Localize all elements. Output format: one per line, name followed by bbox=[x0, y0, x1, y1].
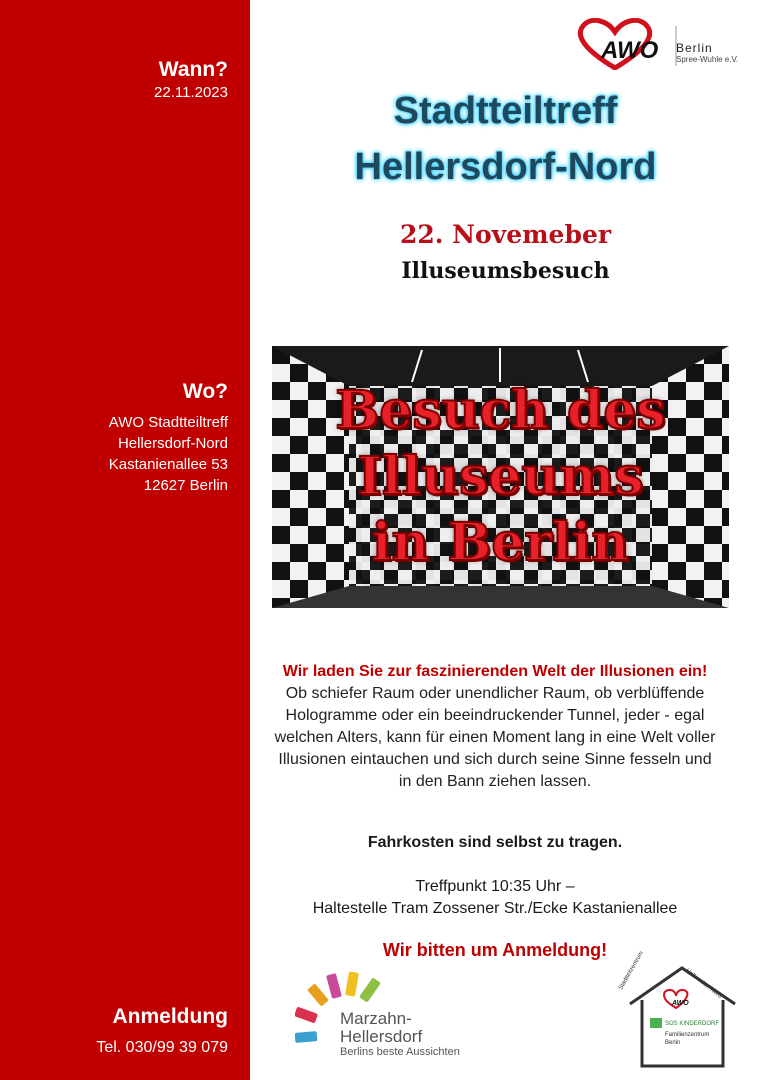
when-date: 22.11.2023 bbox=[154, 84, 228, 101]
where-section bbox=[109, 380, 228, 496]
description-lead: Wir laden Sie zur faszinierenden Welt der Illusionen ein! bbox=[282, 663, 708, 680]
house-awo-text: AWO bbox=[672, 1000, 689, 1007]
mh-slogan: Berlins beste Aussichten bbox=[340, 1046, 460, 1058]
awo-sub: Spree-Wuhle e.V. bbox=[676, 55, 739, 64]
meeting-place: Haltestelle Tram Zossener Str./Ecke Kastanienallee bbox=[312, 900, 678, 917]
costs-note: Fahrkosten sind selbst zu tragen. bbox=[367, 834, 623, 851]
description bbox=[270, 661, 720, 793]
illuseum-photo bbox=[272, 346, 729, 608]
overlay-line: Besuch des bbox=[335, 380, 666, 441]
when-section bbox=[154, 58, 228, 103]
page-title-line2: Hellersdorf-Nord bbox=[354, 146, 657, 188]
register-section bbox=[96, 1005, 228, 1058]
address-line: Kastanienallee 53 bbox=[108, 456, 228, 473]
house-line2: Berlin bbox=[665, 1040, 681, 1046]
address-line: 12627 Berlin bbox=[143, 477, 228, 494]
page-title-line1: Stadtteiltreff bbox=[393, 90, 618, 132]
sidebar bbox=[0, 0, 250, 1080]
house-sos-text: SOS KINDERDORF bbox=[665, 1021, 720, 1027]
overlay-line: Illuseums bbox=[357, 446, 644, 507]
mh-name-line: Hellersdorf bbox=[340, 1027, 423, 1046]
meeting-point bbox=[250, 876, 740, 920]
mh-logo-text bbox=[340, 1010, 422, 1046]
photo-overlay-text bbox=[272, 346, 729, 608]
awo-city: Berlin bbox=[676, 41, 713, 55]
register-heading: Anmeldung bbox=[112, 1005, 228, 1028]
address-line: Hellersdorf-Nord bbox=[117, 435, 228, 452]
family-center-house-logo bbox=[620, 962, 745, 1070]
overlay-line: in Berlin bbox=[371, 512, 630, 573]
mh-name-line: Marzahn- bbox=[340, 1009, 412, 1028]
event-name: Illuseumsbesuch bbox=[401, 258, 610, 284]
awo-brand-text: AWO bbox=[601, 37, 659, 64]
house-left-text: Stadtteilzentrum bbox=[618, 950, 645, 991]
sos-icon bbox=[650, 1018, 662, 1028]
register-phone: Tel. 030/99 39 079 bbox=[96, 1039, 228, 1056]
house-right-text: Hellersdorf-Nord bbox=[684, 968, 723, 1000]
description-body: Ob schiefer Raum oder unendlicher Raum, ob verblüffende Hologramme oder ein beeindruckender Tunnel, jeder - egal welchen Alters, kann für einen Moment lang in eine Welt voller Illusionen eintauchen und sich durch seine Sinne fesseln und in den Bann ziehen lassen. bbox=[274, 685, 716, 790]
when-heading: Wann? bbox=[158, 58, 228, 81]
registration-request: Wir bitten um Anmeldung! bbox=[382, 940, 608, 960]
where-heading: Wo? bbox=[182, 380, 228, 403]
meeting-time: Treffpunkt 10:35 Uhr – bbox=[415, 878, 575, 895]
address-line: AWO Stadtteiltreff bbox=[108, 414, 228, 431]
event-date: 22. Novemeber bbox=[399, 220, 612, 249]
house-line1: Familienzentrum bbox=[665, 1032, 710, 1038]
